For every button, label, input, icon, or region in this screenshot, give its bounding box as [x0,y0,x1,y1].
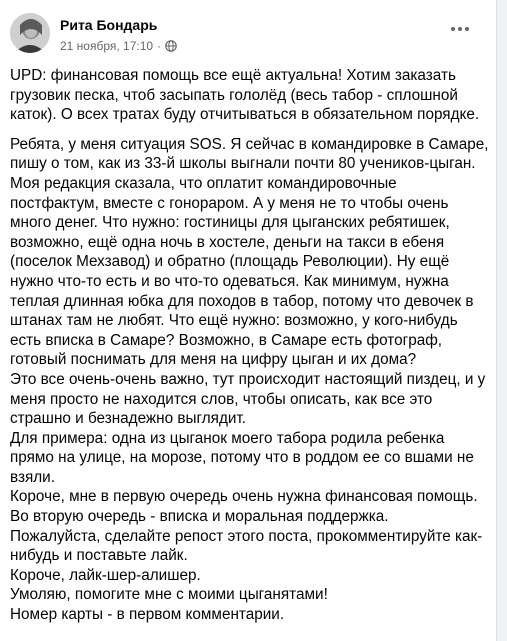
post-line: прямо на улице, на морозе, потому что в роддом ее со вшами не [10,449,474,467]
post-meta [60,39,177,53]
post-line: меня просто не находится слов, чтобы описать, как все это [10,390,433,408]
post-line: нужно что-то есть и во что-то одеваться. Как минимум, нужна [10,272,449,290]
avatar[interactable] [10,13,50,53]
post-line: Короче, лайк-шер-алишер. [10,566,201,584]
post-line: пишу о том, как из 33-й школы выгнали почти 80 учеников-цыган. [10,155,476,173]
post-line: Пожалуйста, сделайте репост этого поста, прокомментируйте как- [10,527,483,545]
post-line: Умоляю, помогите мне с моими цыганятами! [10,586,328,604]
post-line: (поселок Мехзавод) и обратно (площадь Революции). Ну ещё [10,253,450,271]
post-line: возможно, ещё одна ночь в хостеле, деньги на такси в ебеня [10,233,445,251]
post-line: теплая длинная юбка для походов в табор, потому что девочек в [10,292,474,310]
post-line: страшно и безнадежно выглядит. [10,410,246,428]
post-line: взяли. [10,468,55,486]
post-line: много денег. Что нужно: гостиницы для цыганских ребятишек, [10,214,450,232]
paragraph-gap [10,125,490,135]
post-line: грузовик песка, чтоб засыпать гололёд (весь табор - сплошной [10,86,458,104]
post-body [10,66,490,625]
post-line: Номер карты - в первом комментарии. [10,606,285,624]
post-line: Короче, мне в первую очередь очень нужна финансовая помощь. [10,488,478,506]
meta-separator: · [157,39,162,53]
post-line: постфактум, вместе с гонораром. А у меня не то чтобы очень [10,194,449,212]
post-line: нибудь и поставьте лайк. [10,547,188,565]
more-options-icon[interactable] [446,15,474,43]
post-line: Ребята, у меня ситуация SOS. Я сейчас в командировке в Самаре, [10,135,489,153]
post-line: UPD: финансовая помощь все ещё актуальна! Хотим заказать [10,67,456,84]
post-header [10,13,496,57]
post-line: есть вписка в Самаре? Возможно, в Самаре есть фотограф, [10,331,443,349]
avatar-photo [10,13,50,53]
post-paragraph-main [10,135,490,625]
post-line: Моя редакция сказала, что оплатит командировочные [10,174,397,192]
post-date[interactable]: 21 ноября, 17:10 [60,39,154,53]
post-line: штанах там не любят. Что ещё нужно: возможно, у кого-нибудь [10,312,458,330]
post-line: Во вторую очередь - вписка и моральная поддержка. [10,508,389,526]
post-paragraph-update [10,66,490,125]
globe-icon[interactable] [165,40,177,52]
post-line: Это все очень-очень важно, тут происходит настоящий пиздец, и у [10,370,486,388]
post-line: каток). О всех тратах буду отчитываться в обязательном порядке. [10,106,480,124]
post-line: готовый поснимать для меня на цифру цыган и их дома? [10,351,417,369]
post-line: Для примера: одна из цыганок моего табора родила ребенка [10,429,445,447]
author-name[interactable]: Рита Бондарь [60,17,158,33]
